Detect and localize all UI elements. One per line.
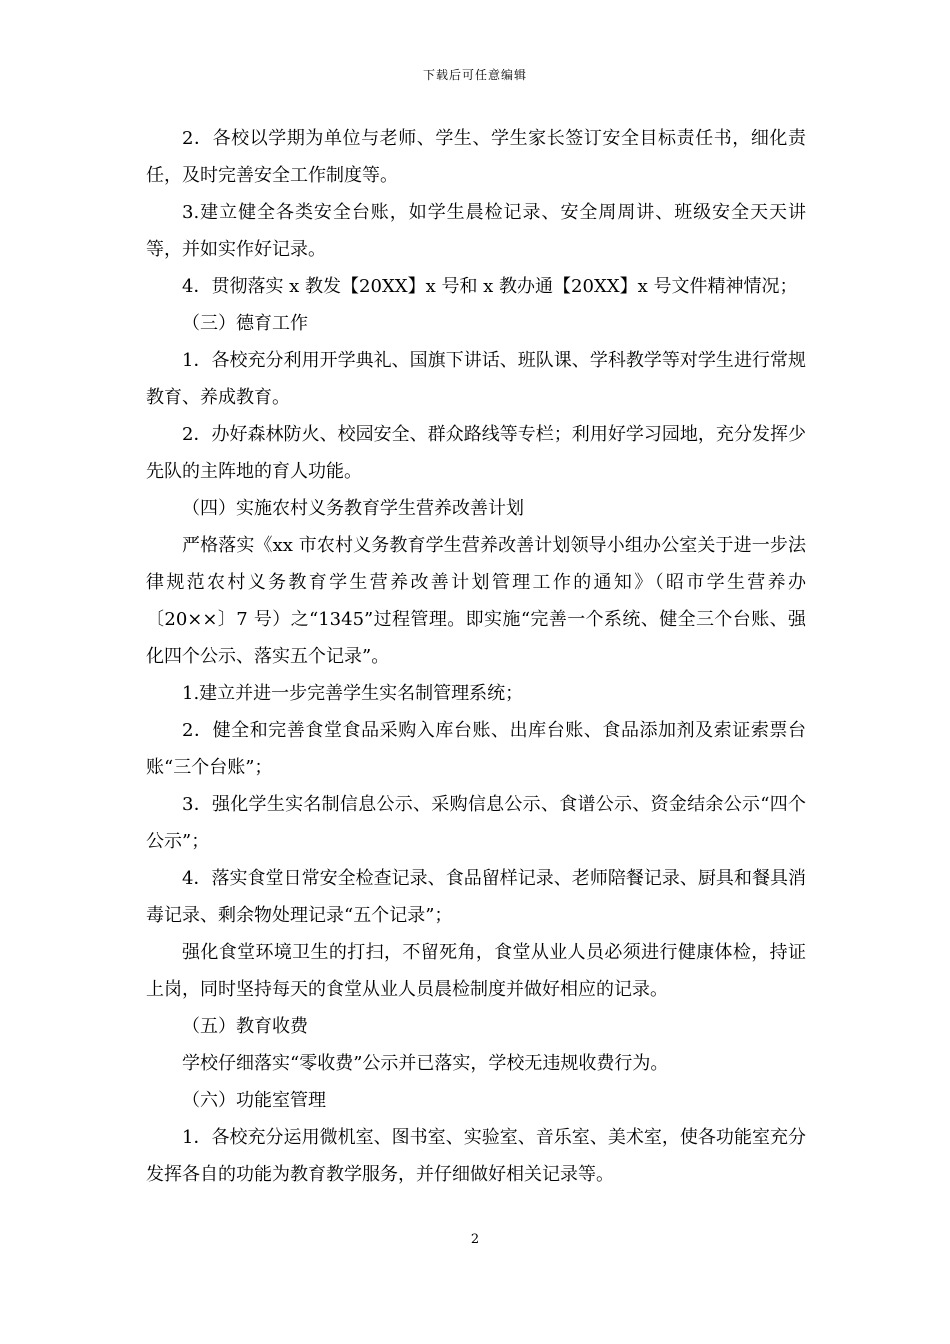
document-body (146, 120, 806, 1193)
paragraph-nutrition-2: 2．健全和完善食堂食品采购入库台账、出库台账、食品添加剂及索证索票台账“三个台账”； (146, 720, 806, 778)
paragraph-nutrition-4: 4．落实食堂日常安全检查记录、食品留样记录、老师陪餐记录、厨具和餐具消毒记录、剩余物处理记录“五个记录”； (146, 868, 806, 926)
paragraph-canteen-hygiene: 强化食堂环境卫生的打扫，不留死角，食堂从业人员必须进行健康体检，持证上岗，同时坚持每天的食堂从业人员晨检制度并做好相应的记录。 (146, 942, 806, 1000)
section-heading-education-fees: （五）教育收费 (182, 1016, 308, 1037)
paragraph-nutrition-1: 1.建立并进一步完善学生实名制管理系统； (182, 683, 524, 704)
section-heading-nutrition-plan: （四）实施农村义务教育学生营养改善计划 (182, 498, 524, 519)
paragraph-safety-responsibility: 2．各校以学期为单位与老师、学生、学生家长签订安全目标责任书，细化责任，及时完善安全工作制度等。 (146, 128, 806, 186)
page-number: 2 (470, 1232, 480, 1247)
section-heading-moral-education: （三）德育工作 (182, 313, 308, 334)
paragraph-safety-ledger: 3.建立健全各类安全台账，如学生晨检记录、安全周周讲、班级安全天天讲等，并如实作好记录。 (146, 202, 806, 260)
section-heading-function-rooms: （六）功能室管理 (182, 1090, 326, 1111)
paragraph-moral-education-2: 2．办好森林防火、校园安全、群众路线等专栏；利用好学习园地，充分发挥少先队的主阵地的育人功能。 (146, 424, 806, 482)
paragraph-document-implementation: 4．贯彻落实 x 教发【20XX】x 号和 x 教办通【20XX】x 号文件精神情况； (182, 276, 798, 297)
paragraph-nutrition-intro: 严格落实《xx 市农村义务教育学生营养改善计划领导小组办公室关于进一步法律规范农村义务教育学生营养改善计划管理工作的通知》（昭市学生营养办〔20××〕7 号）之“1345”过程管理。即实施“完善一个系统、健全三个台账、强化四个公示、落实五个记录”。 (146, 535, 806, 667)
download-note: 下载后可任意编辑 (422, 68, 527, 82)
paragraph-moral-education-1: 1．各校充分利用开学典礼、国旗下讲话、班队课、学科教学等对学生进行常规教育、养成教育。 (146, 350, 806, 408)
paragraph-nutrition-3: 3．强化学生实名制信息公示、采购信息公示、食谱公示、资金结余公示“四个公示”； (146, 794, 806, 852)
paragraph-education-fees: 学校仔细落实“零收费”公示并已落实，学校无违规收费行为。 (182, 1053, 669, 1074)
paragraph-function-rooms-1: 1．各校充分运用微机室、图书室、实验室、音乐室、美术室，使各功能室充分发挥各自的功能为教育教学服务，并仔细做好相关记录等。 (146, 1127, 806, 1185)
